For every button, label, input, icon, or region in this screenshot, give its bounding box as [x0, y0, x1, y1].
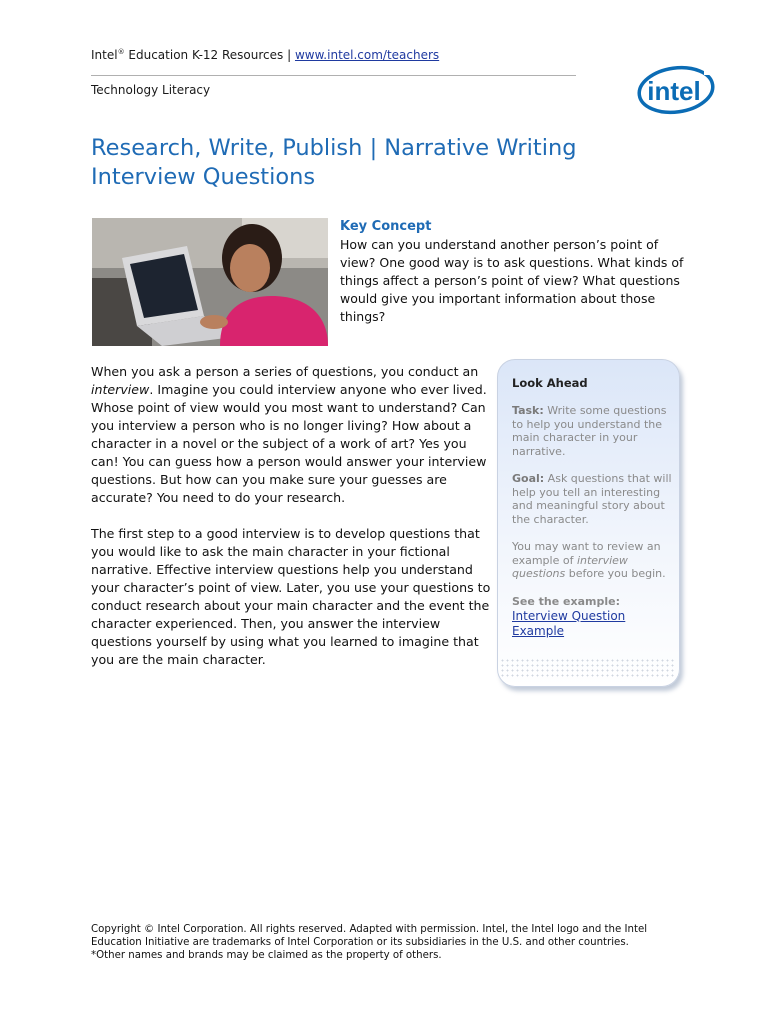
footer-copyright: [91, 923, 671, 962]
footer-line-2: *Other names and brands may be claimed as the property of others.: [91, 950, 442, 961]
intel-logo: [634, 60, 718, 118]
sidebar-dot-pattern: [500, 658, 674, 678]
header-subtitle: Technology Literacy: [91, 83, 211, 97]
header-resources-text: Education K-12 Resources |: [128, 48, 292, 62]
logo-wordmark: intel: [647, 76, 701, 106]
footer-line-1: Copyright © Intel Corporation. All rights reserved. Adapted with permission. Intel, the Intel logo and the Intel Education Initiative are trademarks of Intel Corporation or its subsidiaries in the U.S. and other countries.: [91, 924, 648, 948]
look-ahead-content: [512, 376, 672, 639]
title-line-1: Research, Write, Publish | Narrative Writing: [91, 135, 577, 161]
page-title: [91, 134, 651, 192]
look-ahead-heading: Look Ahead: [512, 376, 588, 390]
key-concept: [340, 218, 685, 326]
header-divider: [91, 75, 576, 76]
see-example-label: See the example:: [512, 594, 620, 608]
title-line-2: Interview Questions: [91, 164, 316, 190]
interview-example-link[interactable]: Interview Question Example: [512, 608, 626, 638]
student-laptop-photo: [92, 218, 328, 346]
task-text: Task: Write some questions to help you understand the main character in your narrative.: [512, 404, 667, 458]
registered-mark: ®: [117, 48, 125, 56]
header-line: [91, 48, 439, 62]
goal-text: Goal: Ask questions that will help you tell an interesting and meaningful story about the character.: [512, 472, 672, 526]
body-paragraph-2: The first step to a good interview is to develop questions that you would like to ask the main character in your fictional narrative. Effective interview questions help you understand your character’s point of view. Later, you use your questions to conduct research about your main character and the event the character experienced. Then, you answer the interview questions yourself by using what you learned to imagine that you are the main character.: [91, 526, 491, 667]
body-paragraph-1: When you ask a person a series of questions, you conduct an interview. Imagine you could interview anyone who ever lived. Whose point of view would you most want to understand? Can you interview a person who is no longer living? How about a character in a novel or the subject of a work of art? Yes you can! You can guess how a person would answer your interview questions. But how can you make sure your guesses are accurate? You need to do your research.: [91, 364, 487, 505]
key-concept-text: How can you understand another person’s point of view? One good way is to ask questions. What kinds of things affect a person’s point of view? What questions would give you important information about those things?: [340, 237, 684, 324]
review-text: You may want to review an example of interview questions before you begin.: [512, 540, 666, 580]
key-concept-heading: Key Concept: [340, 219, 432, 234]
header-brand: Intel: [91, 48, 118, 62]
header-link[interactable]: www.intel.com/teachers: [294, 48, 440, 62]
body-text: [91, 363, 491, 687]
